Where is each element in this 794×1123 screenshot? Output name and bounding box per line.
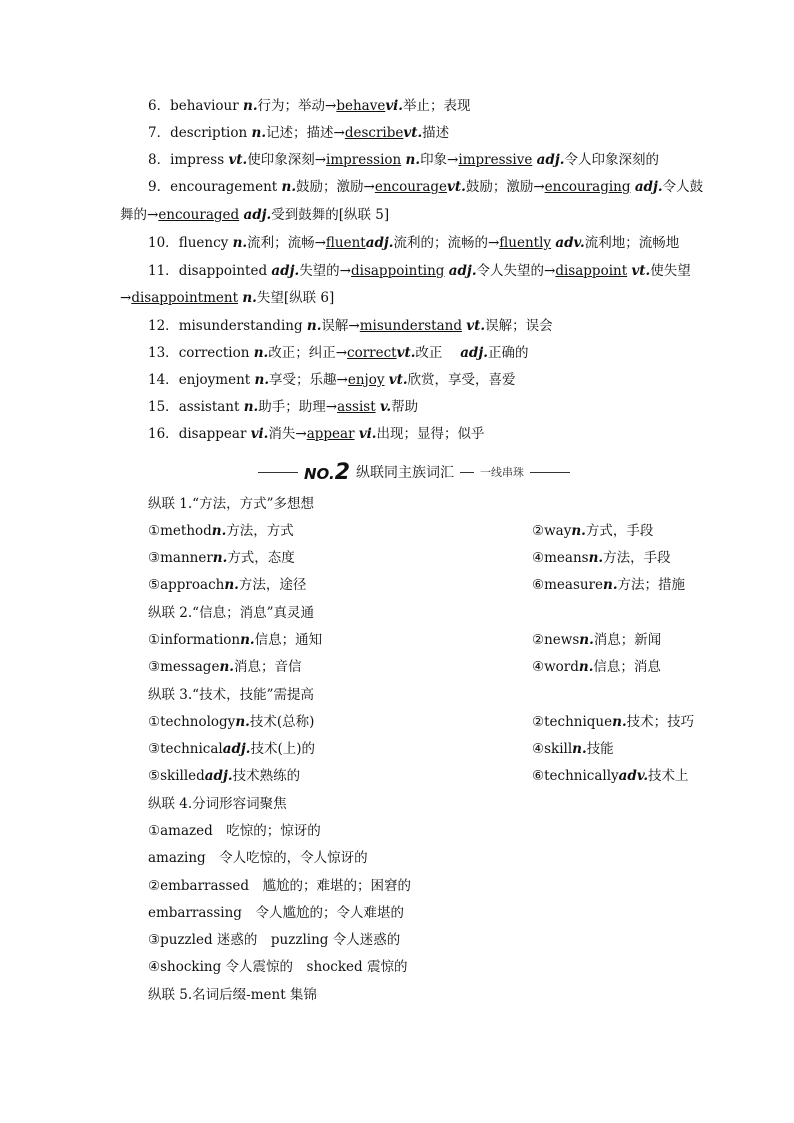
related-word: appear bbox=[306, 426, 355, 442]
part-of-speech: adj. bbox=[222, 741, 251, 757]
term: ②way bbox=[532, 523, 572, 539]
definition: 技术熟练的 bbox=[232, 768, 301, 784]
definition: 方式，手段 bbox=[585, 523, 654, 539]
related-word: impressive bbox=[458, 152, 533, 168]
part-of-speech: n. bbox=[612, 714, 627, 730]
headword: disappear bbox=[178, 426, 247, 442]
headword: disappointed bbox=[178, 263, 268, 279]
related-word: encouraged bbox=[158, 207, 240, 223]
banner-rule-right bbox=[530, 472, 570, 473]
headword: behaviour bbox=[170, 98, 239, 114]
term: ①information bbox=[148, 632, 241, 648]
definition: 方法，途径 bbox=[238, 577, 307, 593]
section-banner bbox=[254, 460, 574, 484]
part-of-speech: n. bbox=[224, 577, 239, 593]
group-line: ④shocking 令人震惊的 shocked 震惊的 bbox=[148, 959, 408, 975]
list-item bbox=[148, 233, 680, 253]
part-of-speech: vt. bbox=[466, 318, 486, 334]
group-line: amazing 令人吃惊的，令人惊讶的 bbox=[148, 850, 368, 866]
part-of-speech: vi. bbox=[250, 426, 269, 442]
part-of-speech: adv. bbox=[618, 768, 649, 784]
list-item bbox=[148, 261, 691, 281]
part-of-speech: n. bbox=[219, 659, 234, 675]
banner-subtitle: 一线串珠 bbox=[480, 466, 524, 479]
related-word: misunderstand bbox=[359, 318, 462, 334]
group-heading: 纵联 2.“信息；消息”真灵通 bbox=[148, 605, 314, 621]
part-of-speech: vt. bbox=[403, 125, 423, 141]
definition: 受到鼓舞的[纵联 5] bbox=[271, 207, 390, 223]
part-of-speech: vt. bbox=[396, 345, 416, 361]
definition: 消失→ bbox=[268, 426, 307, 442]
part-of-speech: n. bbox=[579, 632, 594, 648]
part-of-speech: adj. bbox=[243, 207, 272, 223]
item-number: 10． bbox=[148, 235, 179, 251]
item-number: 6． bbox=[148, 98, 171, 114]
definition: 令人印象深刻的 bbox=[564, 152, 659, 168]
definition: 信息；通知 bbox=[254, 632, 323, 648]
definition: 技术(总称) bbox=[249, 714, 315, 730]
headword: description bbox=[170, 125, 248, 141]
list-item-continuation bbox=[120, 205, 676, 225]
part-of-speech: n. bbox=[211, 523, 227, 539]
part-of-speech: n. bbox=[603, 577, 618, 593]
part-of-speech: vt. bbox=[228, 152, 248, 168]
item-number: 8． bbox=[148, 152, 171, 168]
part-of-speech: n. bbox=[281, 179, 297, 195]
part-of-speech: v. bbox=[379, 399, 392, 415]
group-heading: 纵联 1.“方法，方式”多想想 bbox=[148, 496, 314, 512]
headword: encouragement bbox=[170, 179, 278, 195]
part-of-speech: n. bbox=[232, 235, 248, 251]
definition: 使印象深刻→ bbox=[247, 152, 327, 168]
part-of-speech: adj. bbox=[365, 235, 394, 251]
term: ⑤skilled bbox=[148, 768, 205, 784]
related-word: disappointment bbox=[131, 290, 239, 306]
item-number: 16． bbox=[148, 426, 179, 442]
definition: 失望[纵联 6] bbox=[256, 290, 335, 306]
definition: 出现；显得；似乎 bbox=[376, 426, 485, 442]
definition: 技术上 bbox=[648, 768, 689, 784]
group-row bbox=[148, 575, 686, 595]
list-item bbox=[148, 316, 676, 336]
item-number: 15． bbox=[148, 399, 179, 415]
list-item bbox=[148, 424, 676, 444]
definition: 鼓励；激励→ bbox=[465, 179, 545, 195]
related-word: behave bbox=[336, 98, 386, 114]
part-of-speech: adj. bbox=[536, 152, 565, 168]
definition: 技能 bbox=[586, 741, 614, 757]
list-item bbox=[148, 123, 676, 143]
related-word: impression bbox=[326, 152, 402, 168]
part-of-speech: n. bbox=[253, 345, 269, 361]
part-of-speech: n. bbox=[588, 550, 604, 566]
related-word: assist bbox=[337, 399, 376, 415]
related-word: fluent bbox=[325, 235, 366, 251]
list-item bbox=[148, 343, 676, 363]
definition: 失望的→ bbox=[299, 263, 351, 279]
banner-rule-left bbox=[258, 472, 298, 473]
definition: 助手；助理→ bbox=[258, 399, 338, 415]
related-word: fluently bbox=[499, 235, 552, 251]
list-item bbox=[148, 150, 676, 170]
part-of-speech: n. bbox=[571, 523, 586, 539]
headword: impress bbox=[170, 152, 225, 168]
part-of-speech: adv. bbox=[555, 235, 585, 251]
term: ⑥measure bbox=[532, 577, 604, 593]
definition: 记述；描述→ bbox=[266, 125, 345, 141]
definition: 方法，手段 bbox=[603, 550, 671, 566]
part-of-speech: n. bbox=[243, 399, 259, 415]
part-of-speech: n. bbox=[254, 372, 270, 388]
term: ③message bbox=[148, 659, 220, 675]
item-number: 13． bbox=[148, 345, 179, 361]
part-of-speech: n. bbox=[578, 659, 594, 675]
part-of-speech: n. bbox=[243, 98, 258, 114]
definition: 印象→ bbox=[420, 152, 459, 168]
part-of-speech: adj. bbox=[634, 179, 663, 195]
list-item-continuation bbox=[120, 288, 676, 308]
definition: 误解→ bbox=[321, 318, 360, 334]
definition: 行为；举动→ bbox=[257, 98, 337, 114]
definition: 流利的；流畅的→ bbox=[393, 235, 500, 251]
list-item bbox=[148, 96, 676, 116]
part-of-speech: n. bbox=[405, 152, 421, 168]
group-row bbox=[148, 657, 676, 677]
item-number: 11． bbox=[148, 263, 179, 279]
definition: 描述 bbox=[422, 125, 450, 141]
definition: 消息；新闻 bbox=[593, 632, 662, 648]
headword: assistant bbox=[178, 399, 240, 415]
item-number: 7． bbox=[148, 125, 171, 141]
term: ①technology bbox=[148, 714, 236, 730]
definition: 令人鼓 bbox=[662, 179, 704, 195]
term: ②technique bbox=[532, 714, 613, 730]
part-of-speech: vt. bbox=[447, 179, 466, 195]
definition: 享受；乐趣→ bbox=[269, 372, 348, 388]
definition: 改正；纠正→ bbox=[268, 345, 348, 361]
term: ④means bbox=[532, 550, 589, 566]
part-of-speech: n. bbox=[572, 741, 587, 757]
banner-number: NO.2 bbox=[304, 459, 350, 485]
part-of-speech: n. bbox=[212, 550, 228, 566]
part-of-speech: vt. bbox=[388, 372, 408, 388]
part-of-speech: n. bbox=[251, 125, 267, 141]
part-of-speech: n. bbox=[242, 290, 257, 306]
definition: 令人失望的→ bbox=[476, 263, 556, 279]
definition: 帮助 bbox=[391, 399, 419, 415]
group-heading: 纵联 5.名词后缀-ment 集锦 bbox=[148, 987, 317, 1003]
definition: 舞的→ bbox=[120, 207, 159, 223]
group-row bbox=[148, 712, 695, 732]
list-item bbox=[148, 177, 704, 197]
term: ⑤approach bbox=[148, 577, 225, 593]
part-of-speech: vi. bbox=[358, 426, 377, 442]
definition: 改正 bbox=[415, 345, 456, 361]
definition: 鼓励；激励→ bbox=[296, 179, 375, 195]
headword: enjoyment bbox=[178, 372, 251, 388]
term: ④word bbox=[532, 659, 579, 675]
part-of-speech: vi. bbox=[385, 98, 404, 114]
definition: 举止；表现 bbox=[403, 98, 471, 114]
group-row bbox=[148, 521, 676, 541]
related-word: enjoy bbox=[347, 372, 385, 388]
term: ③manner bbox=[148, 550, 213, 566]
list-item bbox=[148, 370, 676, 390]
part-of-speech: adj. bbox=[460, 345, 488, 361]
headword: correction bbox=[178, 345, 250, 361]
group-row bbox=[148, 548, 676, 568]
group-line: ②embarrassed 尴尬的；难堪的；困窘的 bbox=[148, 878, 412, 894]
related-word: correct bbox=[347, 345, 397, 361]
group-row bbox=[148, 739, 676, 759]
term: ②news bbox=[532, 632, 580, 648]
group-row bbox=[148, 630, 676, 650]
part-of-speech: adj. bbox=[448, 263, 477, 279]
banner-rule-mid bbox=[460, 472, 474, 473]
group-row bbox=[148, 766, 689, 786]
definition: 方法；措施 bbox=[617, 577, 686, 593]
part-of-speech: n. bbox=[235, 714, 250, 730]
related-word: encouraging bbox=[544, 179, 631, 195]
definition: 方法，方式 bbox=[226, 523, 294, 539]
definition: 流利地；流畅地 bbox=[584, 235, 680, 251]
definition: 技术(上)的 bbox=[250, 741, 316, 757]
term: ①method bbox=[148, 523, 212, 539]
part-of-speech: adj. bbox=[204, 768, 233, 784]
definition: 技术；技巧 bbox=[626, 714, 695, 730]
headword: fluency bbox=[178, 235, 229, 251]
definition: 误解；误会 bbox=[485, 318, 553, 334]
group-heading: 纵联 3.“技术，技能”需提高 bbox=[148, 687, 314, 703]
item-number: 12． bbox=[148, 318, 179, 334]
part-of-speech: n. bbox=[240, 632, 255, 648]
part-of-speech: n. bbox=[306, 318, 322, 334]
definition: 流利；流畅→ bbox=[247, 235, 326, 251]
group-heading: 纵联 4.分词形容词聚焦 bbox=[148, 796, 287, 812]
related-word: describe bbox=[344, 125, 404, 141]
definition: 消息；音信 bbox=[233, 659, 302, 675]
group-line: ③puzzled 迷惑的 puzzling 令人迷惑的 bbox=[148, 932, 401, 948]
item-number: 14． bbox=[148, 372, 179, 388]
definition: 欣赏，享受，喜爱 bbox=[407, 372, 516, 388]
definition: 使失望 bbox=[650, 263, 691, 279]
term: ③technical bbox=[148, 741, 223, 757]
banner-title: 纵联同主族词汇 bbox=[356, 465, 454, 481]
group-line: embarrassing 令人尴尬的；令人难堪的 bbox=[148, 905, 404, 921]
related-word: disappoint bbox=[555, 263, 628, 279]
related-word: encourage bbox=[374, 179, 448, 195]
definition: 信息；消息 bbox=[593, 659, 661, 675]
definition: 正确的 bbox=[487, 345, 529, 361]
term: ④skill bbox=[532, 741, 573, 757]
definition: → bbox=[120, 290, 132, 306]
term: ⑥technically bbox=[532, 768, 619, 784]
part-of-speech: adj. bbox=[271, 263, 300, 279]
definition: 方式，态度 bbox=[227, 550, 295, 566]
part-of-speech: vt. bbox=[631, 263, 651, 279]
item-number: 9． bbox=[148, 179, 171, 195]
related-word: disappointing bbox=[351, 263, 445, 279]
headword: misunderstanding bbox=[178, 318, 303, 334]
list-item bbox=[148, 397, 676, 417]
group-line: ①amazed 吃惊的；惊讶的 bbox=[148, 823, 321, 839]
